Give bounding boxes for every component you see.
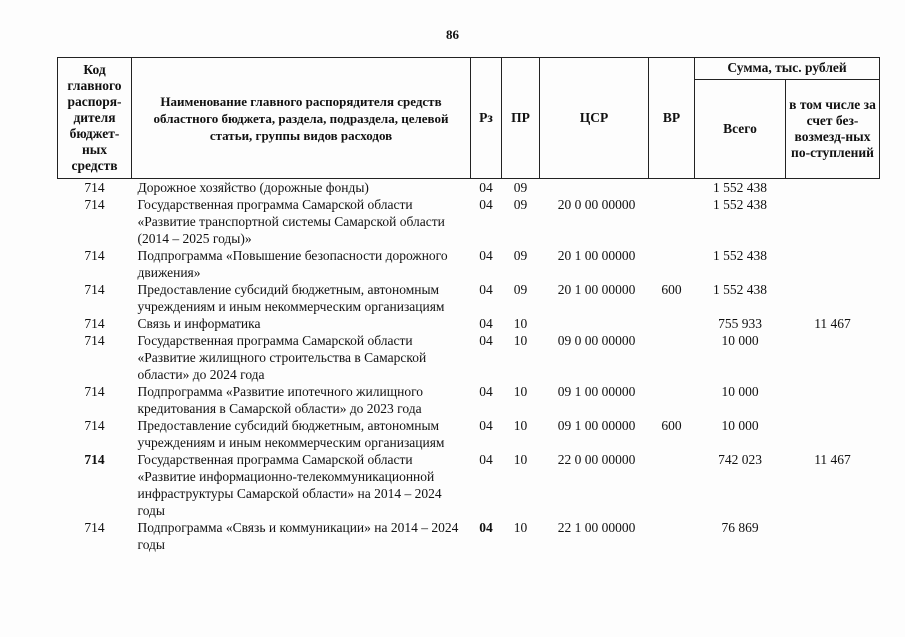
- table-row: [58, 417, 880, 451]
- cell-kod: 714: [84, 333, 105, 348]
- cell-csr: 09 1 00 00000: [557, 418, 636, 433]
- cell-vr: [649, 179, 695, 197]
- cell-csr: 22 0 00 00000: [557, 452, 636, 467]
- cell-csr: [540, 315, 649, 332]
- table-row: [58, 519, 880, 553]
- cell-name: Предоставление субсидий бюджетным, автономным учреждениям и иным некоммерческим организациям: [137, 282, 445, 314]
- cell-vsego: 10 000: [721, 333, 759, 348]
- cell-pr: 10: [513, 520, 528, 535]
- cell-kod: 714: [84, 248, 105, 263]
- table-row: [58, 247, 880, 281]
- cell-csr: 20 1 00 00000: [557, 248, 636, 263]
- cell-pr: 09: [513, 180, 528, 195]
- cell-pr: 10: [513, 384, 528, 399]
- cell-vsego: 1 552 438: [713, 248, 767, 263]
- cell-kod: 714: [84, 197, 105, 212]
- cell-pr: 10: [513, 333, 528, 348]
- cell-bezv: [786, 179, 880, 197]
- cell-name: Государственная программа Самарской области «Развитие транспортной системы Самарской области (2014 – 2025 годы)»: [137, 197, 445, 246]
- cell-kod: 714: [84, 316, 105, 331]
- cell-rz: 04: [479, 197, 493, 212]
- cell-bezv: [786, 281, 880, 315]
- cell-vr: [649, 315, 695, 332]
- header-kod: Код главного распоря-дителя бюджет-ных средств: [58, 58, 132, 179]
- cell-name: Государственная программа Самарской области «Развитие информационно-телекоммуникационной инфраструктуры Самарской области» на 2014 – 2024 годы: [137, 452, 442, 518]
- cell-pr: 10: [513, 452, 528, 467]
- table-row: [58, 383, 880, 417]
- cell-bezv: [786, 383, 880, 417]
- cell-name: Подпрограмма «Связь и коммуникации» на 2014 – 2024 годы: [137, 520, 459, 552]
- cell-csr: 22 1 00 00000: [557, 520, 636, 535]
- table-row: [58, 196, 880, 247]
- cell-vr: [649, 196, 695, 247]
- cell-vr: [649, 519, 695, 553]
- table-row: [58, 315, 880, 332]
- page-number: 86: [446, 27, 459, 42]
- cell-pr: 09: [513, 248, 528, 263]
- cell-rz: 04: [479, 282, 493, 297]
- cell-kod: 714: [84, 452, 105, 467]
- header-pr: ПР: [502, 58, 540, 179]
- cell-rz: 04: [479, 248, 493, 263]
- cell-rz: 04: [479, 384, 493, 399]
- cell-vsego: 76 869: [721, 520, 759, 535]
- cell-bezv: [786, 247, 880, 281]
- cell-vr: [649, 332, 695, 383]
- cell-name: Связь и информатика: [137, 316, 261, 331]
- cell-vr: 600: [661, 418, 682, 433]
- cell-bezv: [786, 519, 880, 553]
- cell-name: Подпрограмма «Повышение безопасности дорожного движения»: [137, 248, 448, 280]
- cell-pr: 10: [513, 418, 528, 433]
- table-row: [58, 332, 880, 383]
- cell-bezv: [786, 332, 880, 383]
- cell-name: Подпрограмма «Развитие ипотечного жилищного кредитования в Самарской области» до 2023 года: [137, 384, 424, 416]
- cell-vsego: 10 000: [721, 384, 759, 399]
- cell-vr: [649, 383, 695, 417]
- cell-csr: [540, 179, 649, 197]
- cell-rz: 04: [479, 333, 493, 348]
- cell-csr: 20 1 00 00000: [557, 282, 636, 297]
- cell-kod: 714: [84, 384, 105, 399]
- cell-pr: 09: [513, 282, 528, 297]
- cell-kod: 714: [84, 180, 105, 195]
- cell-name: Дорожное хозяйство (дорожные фонды): [137, 180, 369, 195]
- cell-kod: 714: [84, 282, 105, 297]
- cell-bezv: [786, 196, 880, 247]
- cell-vsego: 10 000: [721, 418, 759, 433]
- cell-pr: 09: [513, 197, 528, 212]
- cell-vsego: 1 552 438: [713, 180, 767, 195]
- cell-vsego: 1 552 438: [713, 282, 767, 297]
- header-summa: Сумма, тыс. рублей: [695, 58, 880, 80]
- cell-bezv: 11 467: [814, 452, 851, 467]
- cell-rz: 04: [479, 520, 493, 535]
- cell-pr: 10: [513, 316, 528, 331]
- cell-rz: 04: [479, 452, 493, 467]
- budget-table: [57, 57, 880, 553]
- cell-vr: [649, 247, 695, 281]
- header-rz: Рз: [471, 58, 502, 179]
- cell-csr: 09 0 00 00000: [557, 333, 636, 348]
- header-name: Наименование главного распорядителя средств областного бюджета, раздела, подраздела, целевой статьи, группы видов расходов: [132, 58, 471, 179]
- cell-rz: 04: [479, 316, 493, 331]
- cell-vsego: 1 552 438: [713, 197, 767, 212]
- header-vsego: Всего: [695, 79, 786, 178]
- header-bezv: в том числе за счет без-возмезд-ных по-ступлений: [786, 79, 880, 178]
- cell-name: Предоставление субсидий бюджетным, автономным учреждениям и иным некоммерческим организациям: [137, 418, 445, 450]
- cell-csr: 09 1 00 00000: [557, 384, 636, 399]
- cell-bezv: 11 467: [814, 316, 851, 331]
- cell-rz: 04: [479, 418, 493, 433]
- table-row: [58, 281, 880, 315]
- cell-name: Государственная программа Самарской области «Развитие жилищного строительства в Самарской области» до 2024 года: [137, 333, 427, 382]
- cell-vr: [649, 451, 695, 519]
- cell-vsego: 755 933: [718, 316, 762, 331]
- cell-kod: 714: [84, 520, 105, 535]
- header-csr: ЦСР: [540, 58, 649, 179]
- table-row: [58, 179, 880, 197]
- cell-vsego: 742 023: [718, 452, 762, 467]
- cell-bezv: [786, 417, 880, 451]
- cell-csr: 20 0 00 00000: [557, 197, 636, 212]
- cell-vr: 600: [661, 282, 682, 297]
- cell-rz: 04: [479, 180, 493, 195]
- table-row: [58, 451, 880, 519]
- cell-kod: 714: [84, 418, 105, 433]
- header-vr: ВР: [649, 58, 695, 179]
